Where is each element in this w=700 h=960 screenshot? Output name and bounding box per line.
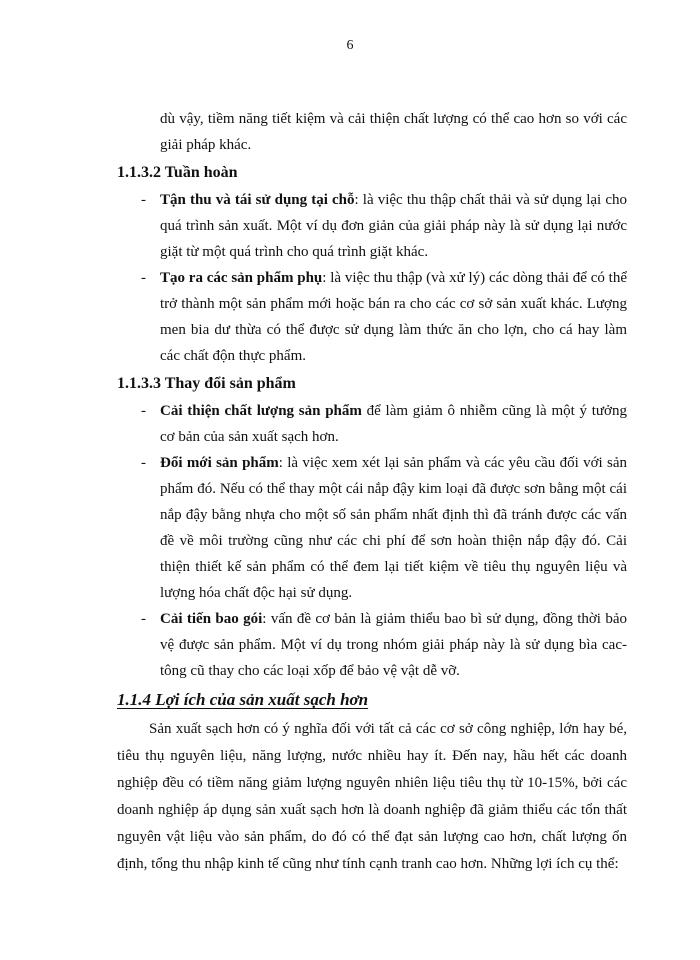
list-item-term: Cải thiện chất lượng sản phẩm bbox=[160, 403, 362, 419]
dash-bullet: - bbox=[141, 611, 146, 627]
dash-bullet: - bbox=[141, 270, 146, 286]
list-item bbox=[117, 187, 627, 265]
dash-bullet: - bbox=[141, 455, 146, 471]
list-item-term: Tận thu và tái sử dụng tại chỗ bbox=[160, 192, 355, 208]
list-item-text: : là việc thu thập (và xử lý) các dòng thải để có thể trở thành một sản phẩm mới hoặc bán ra cho các cơ sở sản xuất khác. Lượng men bia dư thừa có thể được sử dụng làm thức ăn cho lợn, cho cá hay làm các chất độn thực phẩm. bbox=[160, 270, 627, 364]
document-body bbox=[117, 106, 627, 878]
list-item-term: Tạo ra các sản phẩm phụ bbox=[160, 270, 323, 286]
list-item-text: : là việc thu thập chất thải và sử dụng lại cho quá trình sản xuất. Một ví dụ đơn giản của giải pháp này là sử dụng lại nước giặt từ một quá trình cho quá trình giặt khác. bbox=[160, 192, 627, 260]
section-heading-loi-ich: 1.1.4 Lợi ích của sản xuất sạch hơn bbox=[117, 690, 369, 709]
list-item-term: Đổi mới sản phẩm bbox=[160, 455, 279, 471]
list-item-term: Cải tiến bao gói bbox=[160, 611, 263, 627]
list-item-text: để làm giảm ô nhiễm cũng là một ý tưởng cơ bản của sản xuất sạch hơn. bbox=[160, 403, 627, 445]
dash-bullet: - bbox=[141, 403, 146, 419]
section-heading-thay-doi-san-pham: 1.1.3.3 Thay đổi sản phẩm bbox=[117, 375, 296, 392]
list-item bbox=[117, 398, 627, 450]
list-item bbox=[117, 450, 627, 606]
intro-paragraph: dù vậy, tiềm năng tiết kiệm và cải thiện chất lượng có thể cao hơn so với các giải pháp khác. bbox=[160, 111, 627, 153]
section-heading-tuan-hoan: 1.1.3.2 Tuần hoàn bbox=[117, 164, 238, 181]
list-item bbox=[117, 606, 627, 684]
page-number: 6 bbox=[346, 38, 354, 53]
list-item-text: : là việc xem xét lại sản phẩm và các yêu cầu đối với sản phẩm đó. Nếu có thể thay một cái nắp đậy kim loại đã được sơn bằng một cái nắp đậy bằng nhựa cho một số sản phẩm nhất định thì đã tránh được các vấn đề về môi trường cũng như các chi phí để sơn hoàn thiện nắp đậy đó. Cải thiện thiết kế sản phẩm có thể đem lại tiết kiệm về tiêu thụ nguyên liệu và lượng hóa chất độc hại sử dụng. bbox=[160, 455, 628, 601]
dash-bullet: - bbox=[141, 192, 146, 208]
list-item bbox=[117, 265, 627, 369]
benefits-paragraph: Sản xuất sạch hơn có ý nghĩa đối với tất cả các cơ sở công nghiệp, lớn hay bé, tiêu thụ nguyên liệu, năng lượng, nước nhiều hay ít. Đến nay, hầu hết các doanh nghiệp đều có tiềm năng giảm lượng nguyên nhiên liệu tiêu thụ từ 10-15%, bởi các doanh nghiệp áp dụng sản xuất sạch hơn là doanh nghiệp đã giảm thiểu các tổn thất nguyên vật liệu vào sản phẩm, do đó có thể đạt sản lượng cao hơn, chất lượng ổn định, tổng thu nhập kinh tế cũng như tính cạnh tranh cao hơn. Những lợi ích cụ thể: bbox=[117, 721, 627, 872]
list-item-text: : vấn đề cơ bản là giảm thiểu bao bì sử dụng, đồng thời bảo vệ được sản phẩm. Một ví dụ trong nhóm giải pháp này là sử dụng bìa cac-tông cũ thay cho các loại xốp để bảo vệ vật dễ vỡ. bbox=[160, 611, 627, 679]
